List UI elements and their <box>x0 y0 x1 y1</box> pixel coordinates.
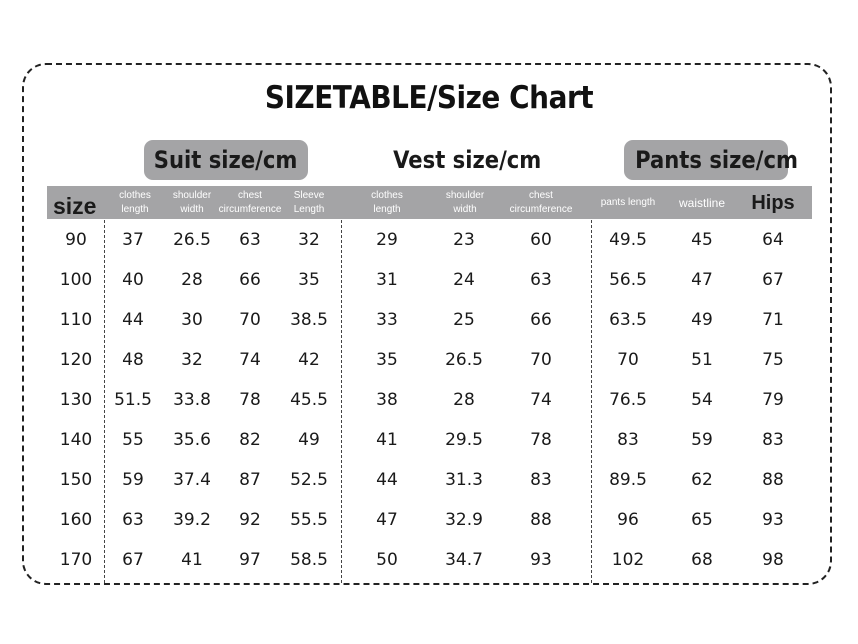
header-suit-shoulder-width: shoulder width <box>172 189 212 215</box>
cell-hips: 83 <box>762 430 784 450</box>
cell-suit-sleeve: 55.5 <box>290 510 328 530</box>
table-row <box>47 340 812 380</box>
cell-vest-shoulder-width: 32.9 <box>445 510 483 530</box>
cell-vest-clothes-length: 47 <box>376 510 398 530</box>
cell-suit-clothes-length: 44 <box>122 310 144 330</box>
cell-hips: 98 <box>762 550 784 570</box>
pants-section-label: Pants size/cm <box>635 146 799 174</box>
cell-suit-chest: 63 <box>239 230 261 250</box>
cell-vest-shoulder-width: 29.5 <box>445 430 483 450</box>
cell-size: 100 <box>59 270 93 290</box>
table-header <box>47 186 812 219</box>
cell-pants-length: 102 <box>611 550 645 570</box>
cell-vest-shoulder-width: 34.7 <box>445 550 483 570</box>
table-row <box>47 220 812 260</box>
cell-size: 160 <box>59 510 93 530</box>
cell-vest-shoulder-width: 23 <box>453 230 475 250</box>
cell-size: 90 <box>65 230 87 250</box>
table-row <box>47 500 812 540</box>
cell-suit-sleeve: 35 <box>298 270 320 290</box>
cell-vest-chest: 70 <box>530 350 552 370</box>
cell-suit-chest: 97 <box>239 550 261 570</box>
cell-suit-shoulder-width: 37.4 <box>173 470 211 490</box>
cell-suit-sleeve: 32 <box>298 230 320 250</box>
cell-waistline: 54 <box>691 390 713 410</box>
cell-vest-shoulder-width: 25 <box>453 310 475 330</box>
header-suit-sleeve: Sleeve Length <box>293 189 325 215</box>
cell-suit-clothes-length: 37 <box>122 230 144 250</box>
cell-suit-shoulder-width: 28 <box>181 270 203 290</box>
vest-section-heading <box>372 140 562 180</box>
cell-hips: 71 <box>762 310 784 330</box>
cell-hips: 67 <box>762 270 784 290</box>
cell-suit-sleeve: 49 <box>298 430 320 450</box>
cell-vest-chest: 60 <box>530 230 552 250</box>
header-suit-chest: chest circumference <box>218 189 282 215</box>
cell-pants-length: 83 <box>617 430 639 450</box>
table-row <box>47 260 812 300</box>
cell-vest-clothes-length: 31 <box>376 270 398 290</box>
cell-suit-clothes-length: 63 <box>122 510 144 530</box>
cell-waistline: 68 <box>691 550 713 570</box>
header-suit-clothes-length: clothes length <box>119 189 151 215</box>
cell-suit-clothes-length: 48 <box>122 350 144 370</box>
cell-suit-chest: 70 <box>239 310 261 330</box>
cell-hips: 88 <box>762 470 784 490</box>
cell-vest-clothes-length: 38 <box>376 390 398 410</box>
cell-hips: 64 <box>762 230 784 250</box>
header-waistline: waistline <box>678 195 726 210</box>
cell-suit-chest: 74 <box>239 350 261 370</box>
cell-suit-shoulder-width: 30 <box>181 310 203 330</box>
vest-section-label: Vest size/cm <box>392 146 542 174</box>
cell-hips: 75 <box>762 350 784 370</box>
table-row <box>47 420 812 460</box>
cell-size: 150 <box>59 470 93 490</box>
suit-section-heading <box>144 140 308 180</box>
cell-waistline: 47 <box>691 270 713 290</box>
cell-vest-chest: 83 <box>530 470 552 490</box>
header-hips: Hips <box>751 191 795 214</box>
cell-suit-chest: 66 <box>239 270 261 290</box>
cell-suit-clothes-length: 59 <box>122 470 144 490</box>
cell-suit-clothes-length: 51.5 <box>114 390 152 410</box>
cell-waistline: 65 <box>691 510 713 530</box>
cell-waistline: 51 <box>691 350 713 370</box>
page-title: SIZETABLE/Size Chart <box>264 80 594 116</box>
cell-pants-length: 63.5 <box>609 310 647 330</box>
header-vest-chest: chest circumference <box>509 189 573 215</box>
cell-vest-clothes-length: 33 <box>376 310 398 330</box>
cell-vest-chest: 66 <box>530 310 552 330</box>
table-row <box>47 460 812 500</box>
cell-vest-clothes-length: 44 <box>376 470 398 490</box>
cell-waistline: 45 <box>691 230 713 250</box>
cell-pants-length: 70 <box>617 350 639 370</box>
cell-vest-clothes-length: 41 <box>376 430 398 450</box>
cell-vest-chest: 63 <box>530 270 552 290</box>
cell-suit-chest: 92 <box>239 510 261 530</box>
cell-suit-shoulder-width: 32 <box>181 350 203 370</box>
pants-section-heading <box>624 140 799 180</box>
cell-suit-sleeve: 45.5 <box>290 390 328 410</box>
cell-suit-chest: 87 <box>239 470 261 490</box>
cell-suit-shoulder-width: 39.2 <box>173 510 211 530</box>
cell-vest-chest: 74 <box>530 390 552 410</box>
cell-suit-chest: 82 <box>239 430 261 450</box>
cell-suit-sleeve: 38.5 <box>290 310 328 330</box>
cell-pants-length: 89.5 <box>609 470 647 490</box>
cell-vest-clothes-length: 50 <box>376 550 398 570</box>
cell-size: 130 <box>59 390 93 410</box>
cell-suit-chest: 78 <box>239 390 261 410</box>
cell-suit-shoulder-width: 26.5 <box>173 230 211 250</box>
cell-vest-shoulder-width: 24 <box>453 270 475 290</box>
cell-size: 170 <box>59 550 93 570</box>
header-pants-length: pants length <box>600 196 656 208</box>
cell-suit-clothes-length: 40 <box>122 270 144 290</box>
cell-suit-clothes-length: 55 <box>122 430 144 450</box>
cell-vest-clothes-length: 29 <box>376 230 398 250</box>
table-row <box>47 380 812 420</box>
cell-suit-sleeve: 52.5 <box>290 470 328 490</box>
cell-hips: 93 <box>762 510 784 530</box>
cell-suit-sleeve: 58.5 <box>290 550 328 570</box>
suit-section-label: Suit size/cm <box>154 146 298 174</box>
cell-vest-shoulder-width: 28 <box>453 390 475 410</box>
cell-pants-length: 76.5 <box>609 390 647 410</box>
cell-vest-chest: 88 <box>530 510 552 530</box>
cell-vest-clothes-length: 35 <box>376 350 398 370</box>
cell-waistline: 59 <box>691 430 713 450</box>
cell-pants-length: 56.5 <box>609 270 647 290</box>
table-row <box>47 300 812 340</box>
cell-size: 140 <box>59 430 93 450</box>
header-size: size <box>53 193 97 219</box>
table-row <box>47 540 812 580</box>
cell-vest-chest: 93 <box>530 550 552 570</box>
cell-waistline: 49 <box>691 310 713 330</box>
header-vest-clothes-length: clothes length <box>371 189 403 215</box>
cell-suit-shoulder-width: 35.6 <box>173 430 211 450</box>
cell-suit-shoulder-width: 41 <box>181 550 203 570</box>
cell-vest-chest: 78 <box>530 430 552 450</box>
header-vest-shoulder-width: shoulder width <box>445 189 485 215</box>
cell-vest-shoulder-width: 26.5 <box>445 350 483 370</box>
cell-vest-shoulder-width: 31.3 <box>445 470 483 490</box>
cell-waistline: 62 <box>691 470 713 490</box>
cell-pants-length: 49.5 <box>609 230 647 250</box>
cell-size: 110 <box>59 310 93 330</box>
cell-size: 120 <box>59 350 93 370</box>
cell-suit-clothes-length: 67 <box>122 550 144 570</box>
cell-pants-length: 96 <box>617 510 639 530</box>
cell-hips: 79 <box>762 390 784 410</box>
cell-suit-shoulder-width: 33.8 <box>173 390 211 410</box>
cell-suit-sleeve: 42 <box>298 350 320 370</box>
